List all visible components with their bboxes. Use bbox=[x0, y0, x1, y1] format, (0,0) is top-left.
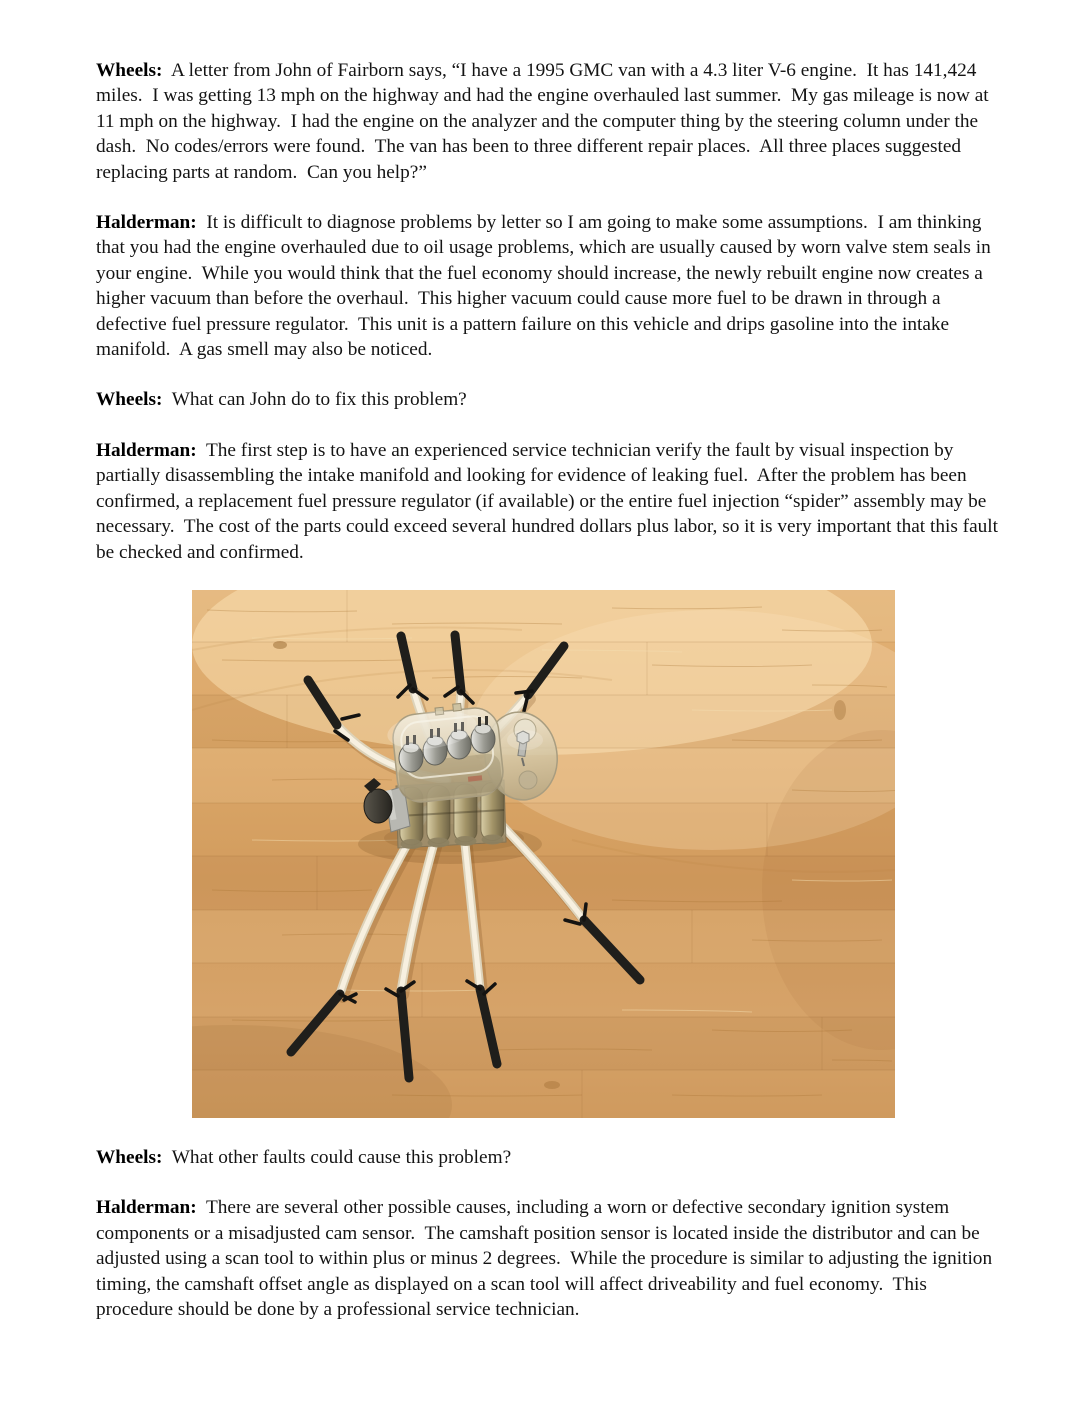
spider-photo-figure bbox=[192, 590, 895, 1118]
paragraph-text: It is difficult to diagnose problems by letter so I am going to make some assumptions. I am thinking that you had the engine overhauled due to oil usage problems, which are usually caused by worn valve stem seals in your engine. While you would think that the fuel economy should increase, the newly rebuilt engine now creates a higher vacuum than before the overhaul. This higher vacuum could cause more fuel to be drawn in through a defective fuel pressure regulator. This unit is a pattern failure on this vehicle and drips gasoline into the intake manifold. A gas smell may also be noticed. bbox=[96, 212, 996, 361]
paragraph-text: What can John do to fix this problem? bbox=[162, 389, 467, 411]
paragraph-text: The first step is to have an experienced service technician verify the fault by visual inspection by partially disassembling the intake manifold and looking for evidence of leaking fuel. After the problem has been confirmed, a replacement fuel pressure regulator (if available) or the entire fuel injection “spider” assembly may be necessary. The cost of the parts could exceed several hundred dollars plus labor, so it is very important that this fault be checked and confirmed. bbox=[96, 439, 1003, 563]
paragraph-text: What other faults could cause this problem? bbox=[162, 1146, 512, 1168]
speaker-label: Wheels: bbox=[96, 389, 163, 411]
qa-paragraph-wheels-2 bbox=[96, 387, 1004, 412]
speaker-label: Halderman: bbox=[96, 212, 197, 234]
lobe-sheen bbox=[507, 730, 543, 750]
speaker-label: Wheels: bbox=[96, 1146, 163, 1168]
qa-paragraph-halderman-3 bbox=[96, 1195, 1004, 1322]
speaker-label: Halderman: bbox=[96, 439, 197, 461]
speaker-label: Halderman: bbox=[96, 1197, 197, 1219]
qa-paragraph-halderman-1 bbox=[96, 210, 1004, 362]
speaker-label: Wheels: bbox=[96, 60, 163, 81]
qa-paragraph-wheels-1 bbox=[96, 58, 1004, 185]
wood-knot bbox=[834, 700, 846, 720]
paragraph-text: There are several other possible causes, including a worn or defective secondary ignition system components or a misadjusted cam sensor. The camshaft position sensor is located inside the distributor and can be adjusted using a scan tool to within plus or minus 2 degrees. While the procedure is similar to adjusting the ignition timing, the camshaft offset angle as displayed on a scan tool will affect driveability and fuel economy. This procedure should be done by a professional service technician. bbox=[96, 1197, 997, 1320]
qa-paragraph-wheels-3 bbox=[96, 1145, 1004, 1170]
qa-paragraph-halderman-2 bbox=[96, 438, 1004, 565]
wood-knot bbox=[544, 1081, 560, 1089]
fuel-injection-spider-photo bbox=[192, 590, 895, 1118]
wood-knot bbox=[273, 641, 287, 649]
paragraph-text: A letter from John of Fairborn says, “I have a 1995 GMC van with a 4.3 liter V-6 engine. It has 141,424 miles. I was getting 13 mph on the highway and had the engine overhauled last summer. My gas mileage is now at 11 mph on the highway. I had the engine on the analyzer and the computer thing by the steering column under the dash. No codes/errors were found. The van has been to three different repair places. All three places suggested replacing parts at random. Can you help?” bbox=[96, 60, 994, 183]
